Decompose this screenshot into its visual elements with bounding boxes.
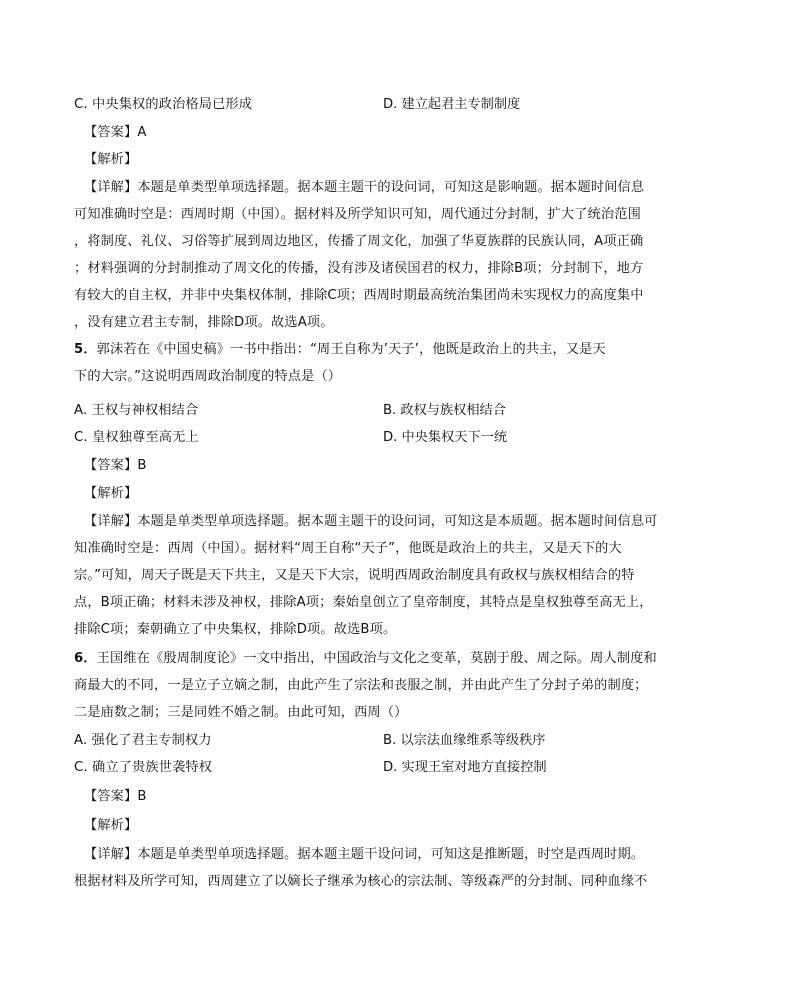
q6-number: 6．	[74, 651, 97, 666]
q5-detail-line: 宗。”可知，周天子既是天下共主，又是天下大宗，说明西周政治制度具有政权与族权相结合的特	[74, 568, 635, 583]
q6-answer: 【答案】B	[84, 789, 147, 804]
q4-analysis-label: 【解析】	[84, 152, 138, 167]
q5-answer: 【答案】B	[84, 458, 147, 473]
q5-detail-line: 点，B项正确；材料未涉及神权，排除A项；秦始皇创立了皇帝制度，其特点是皇权独尊至高无上，	[74, 595, 653, 610]
q6-option-c: C. 确立了贵族世袭特权	[74, 760, 213, 775]
q6-stem	[74, 650, 694, 668]
q4-detail-line: ，没有建立君主专制，排除D项。故选A项。	[74, 315, 334, 330]
q4-detail-line: 有较大的自主权，并非中央集权体制，排除C项；西周时期最高统治集团尚未实现权力的高度集中	[74, 288, 644, 303]
q5-detail-line: 【详解】本题是单类型单项选择题。据本题主题干的设问词，可知这是本质题。据本题时间信息可	[84, 514, 658, 529]
q5-option-d: D. 中央集权天下一统	[383, 430, 508, 445]
q6-option-a: A. 强化了君主专制权力	[74, 733, 212, 748]
q4-detail-line: 可知准确时空是：西周时期（中国）。据材料及所学知识可知，周代通过分封制，扩大了统治范围	[74, 207, 641, 222]
q6-stem-line: 王国维在《殷周制度论》一文中指出，中国政治与文化之变革，莫剧于殷、周之际。周人制度和	[96, 651, 657, 666]
q5-number: 5．	[74, 342, 97, 357]
q5-option-a: A. 王权与神权相结合	[74, 403, 199, 418]
q5-stem	[74, 341, 694, 359]
q4-answer: 【答案】A	[84, 125, 147, 140]
q6-stem-line: 商最大的不同，一是立子立嫡之制，由此产生了宗法和丧服之制，并由此产生了分封子弟的制度；	[74, 678, 648, 693]
q4-detail-line: ，将制度、礼仪、习俗等扩展到周边地区，传播了周文化，加强了华夏族群的民族认同，A项正确	[74, 234, 644, 249]
q4-detail-line: ；材料强调的分封制推动了周文化的传播，没有涉及诸侯国君的权力，排除B项；分封制下，地方	[74, 261, 644, 276]
q4-option-c: C. 中央集权的政治格局已形成	[74, 97, 253, 112]
q4-option-d: D. 建立起君主专制制度	[383, 97, 521, 112]
q5-analysis-label: 【解析】	[84, 486, 138, 501]
q5-option-c: C. 皇权独尊至高无上	[74, 430, 199, 445]
q6-detail-line: 【详解】本题是单类型单项选择题。据本题主题干设问词，可知这是推断题，时空是西周时期。	[84, 847, 645, 862]
q6-option-b: B. 以宗法血缘维系等级秩序	[383, 733, 546, 748]
q5-detail-line: 知准确时空是：西周（中国）。据材料“周王自称“天子”，他既是政治上的共主，又是天下的大	[74, 541, 622, 556]
q6-stem-line: 二是庙数之制；三是同姓不婚之制。由此可知，西周（）	[74, 705, 408, 720]
q5-stem-line: 下的大宗。”这说明西周政治制度的特点是（）	[74, 369, 342, 384]
q6-analysis-label: 【解析】	[84, 818, 138, 833]
q5-stem-line: 郭沫若在《中国史稿》一书中指出：“周王自称为’天子’，他既是政治上的共主，又是天	[96, 342, 606, 357]
q6-option-d: D. 实现王室对地方直接控制	[383, 760, 547, 775]
q4-detail-line: 【详解】本题是单类型单项选择题。据本题主题干的设问词，可知这是影响题。据本题时间信息	[84, 180, 645, 195]
q5-option-b: B. 政权与族权相结合	[383, 403, 506, 418]
q6-detail-line: 根据材料及所学可知，西周建立了以嫡长子继承为核心的宗法制、等级森严的分封制、同种血缘不	[74, 874, 648, 889]
q5-detail-line: 排除C项；秦朝确立了中央集权，排除D项。故选B项。	[74, 622, 397, 637]
